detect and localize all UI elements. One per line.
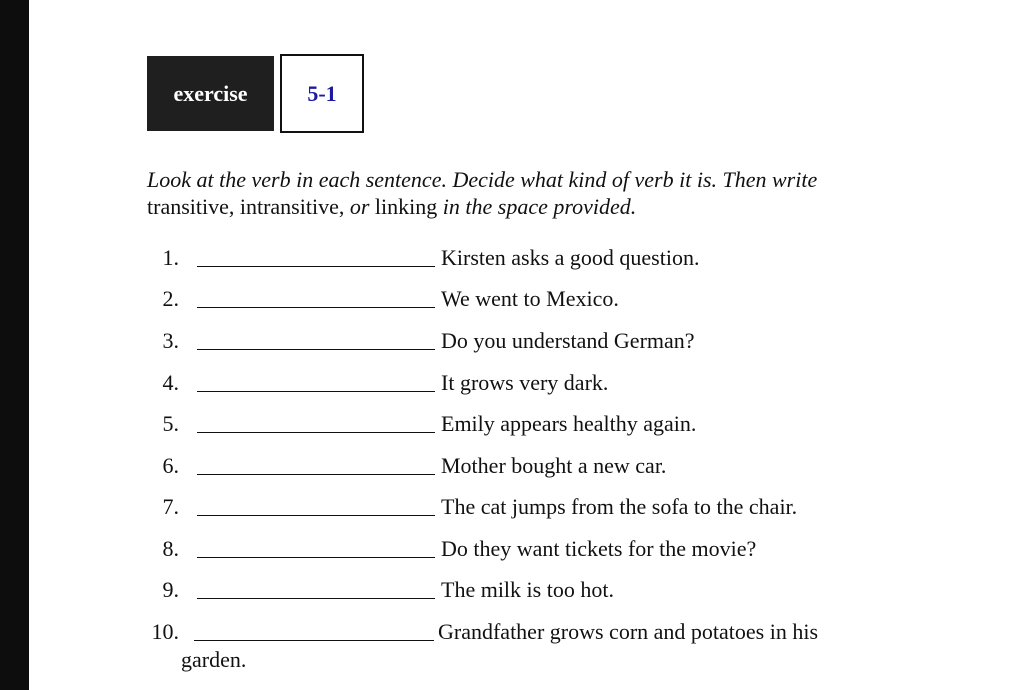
- exercise-item: [0, 576, 1024, 606]
- instructions-part1: Look at the verb in each sentence. Decide what kind of verb it is. Then write: [147, 167, 818, 192]
- exercise-item: [0, 369, 1024, 399]
- item-number: 9.: [162, 577, 179, 602]
- item-sentence: Do they want tickets for the movie?: [441, 536, 757, 561]
- item-sentence: Do you understand German?: [441, 328, 695, 353]
- item-number: 7.: [162, 494, 179, 519]
- item-sentence: Mother bought a new car.: [441, 453, 667, 478]
- item-sentence-continuation: garden.: [181, 647, 247, 672]
- exercise-item: [0, 285, 1024, 315]
- exercise-item: [0, 493, 1024, 523]
- item-sentence: It grows very dark.: [441, 370, 609, 395]
- item-number: 2.: [162, 286, 179, 311]
- exercise-item: [0, 535, 1024, 565]
- item-sentence: Grandfather grows corn and potatoes in his: [438, 619, 819, 644]
- exercise-item: [0, 410, 1024, 440]
- item-sentence: Kirsten asks a good question.: [441, 245, 700, 270]
- instructions: [147, 166, 887, 220]
- instructions-term2: linking: [374, 194, 438, 219]
- item-number: 5.: [162, 411, 179, 436]
- answer-blank[interactable]: [194, 640, 434, 641]
- answer-blank[interactable]: [197, 432, 435, 433]
- item-sentence: We went to Mexico.: [441, 286, 619, 311]
- item-sentence: The milk is too hot.: [441, 577, 614, 602]
- exercise-label-text: exercise: [173, 80, 248, 106]
- exercise-number: 5-1: [307, 80, 337, 106]
- item-number: 10.: [151, 619, 179, 644]
- answer-blank[interactable]: [197, 266, 435, 267]
- exercise-item: [0, 618, 1024, 648]
- item-sentence: Emily appears healthy again.: [441, 411, 697, 436]
- instructions-term1: transitive, intransitive,: [147, 194, 345, 219]
- exercise-label: [147, 56, 274, 131]
- exercise-item: [0, 452, 1024, 482]
- item-number: 3.: [162, 328, 179, 353]
- item-sentence: The cat jumps from the sofa to the chair.: [441, 494, 798, 519]
- instructions-part2: in the space provided.: [442, 194, 637, 219]
- answer-blank[interactable]: [197, 349, 435, 350]
- answer-blank[interactable]: [197, 515, 435, 516]
- answer-blank[interactable]: [197, 307, 435, 308]
- exercise-item: [0, 327, 1024, 357]
- exercise-item: [0, 244, 1024, 274]
- answer-blank[interactable]: [197, 557, 435, 558]
- instructions-or: or: [349, 194, 370, 219]
- item-number: 8.: [162, 536, 179, 561]
- item-number: 6.: [162, 453, 179, 478]
- exercise-number-box: [280, 54, 364, 133]
- answer-blank[interactable]: [197, 598, 435, 599]
- answer-blank[interactable]: [197, 391, 435, 392]
- item-number: 1.: [162, 245, 179, 270]
- answer-blank[interactable]: [197, 474, 435, 475]
- item-number: 4.: [162, 370, 179, 395]
